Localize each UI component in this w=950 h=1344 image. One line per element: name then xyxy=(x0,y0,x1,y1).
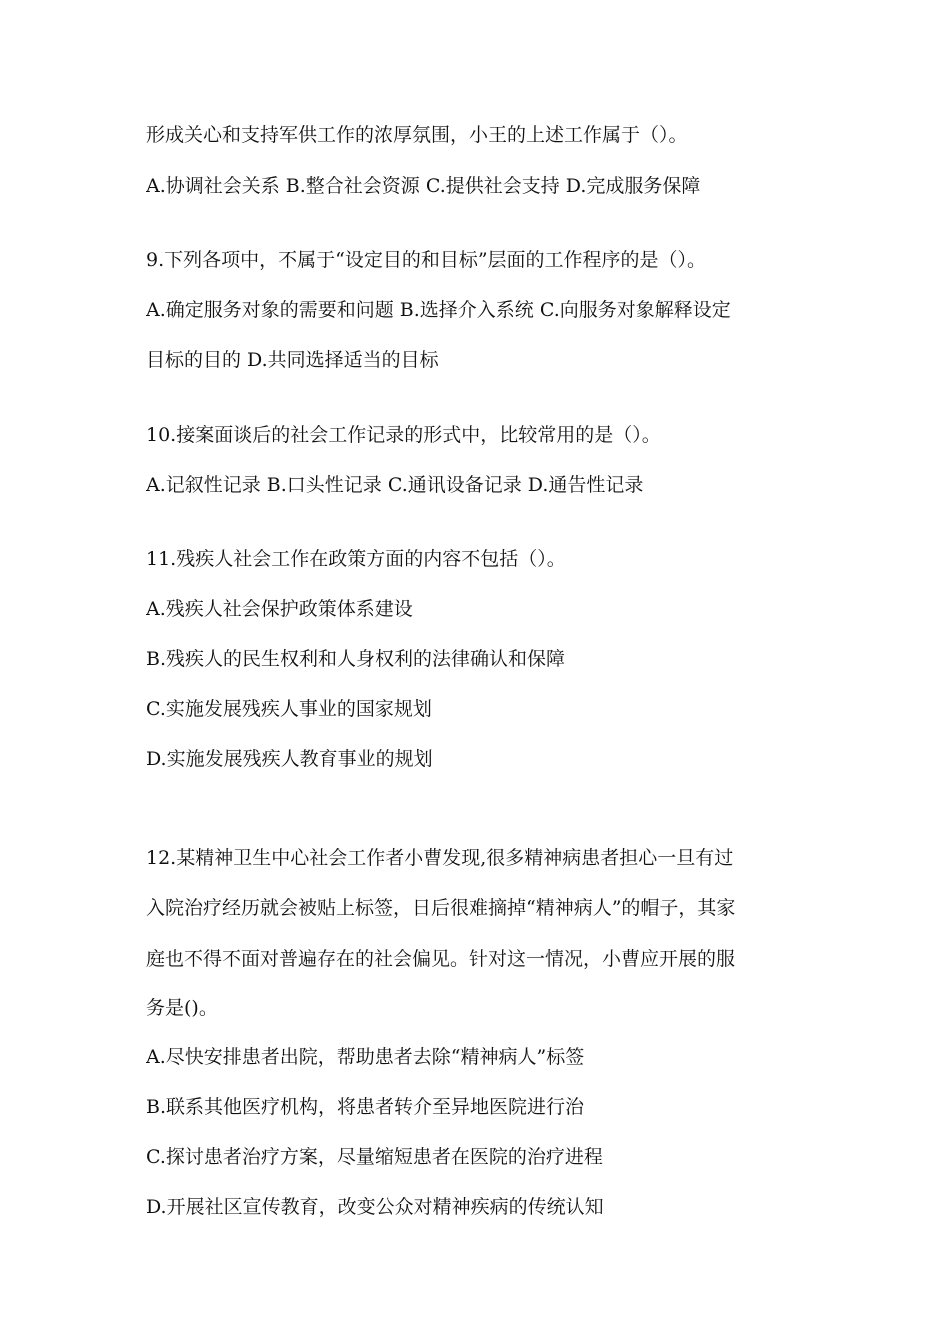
question-12-stem-end: 务是()。 xyxy=(146,997,218,1019)
question-11-option-a: A.残疾人社会保护政策体系建设 xyxy=(146,598,413,620)
question-10-options: A.记叙性记录 B.口头性记录 C.通讯设备记录 D.通告性记录 xyxy=(146,474,644,496)
question-12-option-c: C.探讨患者治疗方案，尽量缩短患者在医院的治疗进程 xyxy=(146,1146,603,1168)
question-11-option-d: D.实施发展残疾人教育事业的规划 xyxy=(146,748,433,770)
text-line: 形成关心和支持军供工作的浓厚氛围，小王的上述工作属于（）。 xyxy=(146,124,688,146)
question-12-stem: 12.某精神卫生中心社会工作者小曹发现,很多精神病患者担心一旦有过 xyxy=(146,847,734,869)
question-11-option-c: C.实施发展残疾人事业的国家规划 xyxy=(146,698,432,720)
question-11-option-b: B.残疾人的民生权利和人身权利的法律确认和保障 xyxy=(146,648,566,670)
question-11-stem: 11.残疾人社会工作在政策方面的内容不包括（）。 xyxy=(146,548,566,570)
question-10-stem: 10.接案面谈后的社会工作记录的形式中，比较常用的是（）。 xyxy=(146,424,661,446)
question-9-stem: 9.下列各项中，不属于“设定目的和目标”层面的工作程序的是（）。 xyxy=(146,249,707,271)
question-12-option-b: B.联系其他医疗机构，将患者转介至异地医院进行治 xyxy=(146,1096,585,1118)
question-12-option-a: A.尽快安排患者出院，帮助患者去除“精神病人”标签 xyxy=(146,1046,585,1068)
question-9-options-cont: 目标的目的 D.共同选择适当的目标 xyxy=(146,349,439,371)
question-12-stem-cont: 入院治疗经历就会被贴上标签，日后很难摘掉“精神病人”的帽子，其家 xyxy=(146,897,736,919)
question-12-option-d: D.开展社区宣传教育，改变公众对精神疾病的传统认知 xyxy=(146,1196,604,1218)
text-line: A.协调社会关系 B.整合社会资源 C.提供社会支持 D.完成服务保障 xyxy=(146,175,701,197)
question-12-stem-cont: 庭也不得不面对普遍存在的社会偏见。针对这一情况，小曹应开展的服 xyxy=(146,948,736,970)
question-9-options: A.确定服务对象的需要和问题 B.选择介入系统 C.向服务对象解释设定 xyxy=(146,299,731,321)
